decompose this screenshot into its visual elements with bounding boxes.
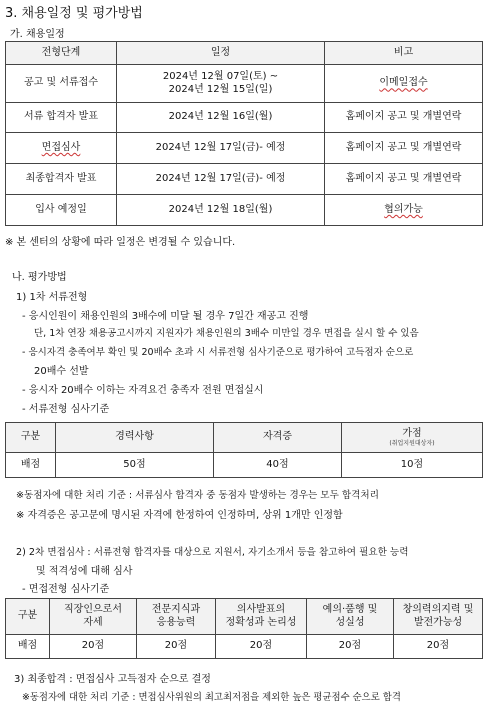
- step1-line: - 응시자격 충족여부 확인 및 20배수 초과 시 서류전형 심사기준으로 평가하여 고득점자 순으로: [22, 347, 414, 358]
- interview-header-attitude: [50, 599, 137, 635]
- table-row: [6, 65, 483, 103]
- step2-line: 및 적격성에 대해 심사: [36, 566, 133, 577]
- doc-header-bonus: [342, 423, 483, 453]
- doc-header-bonus-sub: (취업지원대상자): [389, 440, 435, 447]
- doc-value-bonus: 10점: [342, 453, 483, 478]
- schedule-stage: [6, 133, 117, 164]
- doc-value-career: 50점: [56, 453, 214, 478]
- schedule-note-text: 협의가능: [384, 203, 423, 215]
- step2-line: 2) 2차 면접심사 : 서류전형 합격자를 대상으로 지원서, 자기소개서 등을 참고하여 필요한 능력: [16, 547, 409, 558]
- table-row: [6, 453, 483, 478]
- interview-header-line: 의사발표의: [236, 604, 286, 615]
- schedule-date: 2024년 12월 16일(월): [117, 103, 325, 133]
- table-row: [6, 133, 483, 164]
- step3-title: 3) 최종합격 : 면접심사 고득점자 순으로 결정: [14, 674, 211, 685]
- step1-line: 단, 1차 연장 채용공고시까지 지원자가 채용인원의 3배수 미만일 경우 면접을 실시 할 수 있음: [34, 328, 419, 339]
- step2-sub: - 면접전형 심사기준: [22, 584, 110, 595]
- schedule-date-line: 2024년 12월 15일(일): [168, 83, 273, 95]
- interview-row-label: 배점: [6, 635, 50, 659]
- interview-value: 20점: [216, 635, 307, 659]
- doc-header-bonus-label: 가점: [402, 427, 422, 439]
- step1-line: - 응시자 20배수 이하는 자격요건 충족자 전원 면접실시: [22, 385, 264, 396]
- doc-header-career: 경력사항: [56, 423, 214, 453]
- schedule-stage: 입사 예정일: [6, 195, 117, 226]
- schedule-note: [325, 195, 483, 226]
- interview-header-creativity: [394, 599, 483, 635]
- schedule-header-date: 일정: [117, 42, 325, 65]
- schedule-date: [117, 65, 325, 103]
- schedule-stage: 최종합격자 발표: [6, 164, 117, 195]
- schedule-stage-text: 면접심사: [41, 141, 81, 153]
- sub-heading-evaluation: 나. 평가방법: [12, 272, 67, 283]
- interview-header-category: 구분: [6, 599, 50, 635]
- schedule-date: 2024년 12월 17일(금)- 예정: [117, 164, 325, 195]
- schedule-note: 홈페이지 공고 및 개별연락: [325, 133, 483, 164]
- schedule-note: 홈페이지 공고 및 개별연락: [325, 103, 483, 133]
- doc-note: ※ 자격증은 공고문에 명시된 자격에 한정하여 인정하며, 상위 1개만 인정함: [16, 510, 343, 521]
- schedule-date-line: 2024년 12월 07일(토) ~: [162, 71, 279, 82]
- interview-header-line: 성실성: [335, 616, 365, 628]
- interview-header-line: 자세: [83, 616, 103, 628]
- doc-header-category: 구분: [6, 423, 56, 453]
- interview-header-manners: [307, 599, 394, 635]
- step1-line: - 서류전형 심사기준: [22, 404, 110, 415]
- table-row: [6, 103, 483, 133]
- interview-header-line: 응용능력: [156, 616, 196, 628]
- schedule-stage: 서류 합격자 발표: [6, 103, 117, 133]
- schedule-note: 홈페이지 공고 및 개별연락: [325, 164, 483, 195]
- interview-header-line: 직장인으로서: [64, 604, 122, 615]
- table-row: [6, 635, 483, 659]
- interview-value: 20점: [50, 635, 137, 659]
- interview-header-line: 전문지식과: [151, 604, 201, 615]
- schedule-note: [325, 65, 483, 103]
- schedule-note-text: ※ 본 센터의 상황에 따라 일정은 변경될 수 있습니다.: [5, 237, 236, 248]
- interview-value: 20점: [394, 635, 483, 659]
- interview-value: 20점: [137, 635, 216, 659]
- interview-value: 20점: [307, 635, 394, 659]
- doc-value-license: 40점: [214, 453, 342, 478]
- interview-criteria-table: [5, 598, 483, 659]
- table-row: [6, 164, 483, 195]
- sub-heading-schedule: 가. 채용일정: [10, 29, 65, 40]
- schedule-note-text: 이메일접수: [379, 77, 428, 89]
- schedule-header-note: 비고: [325, 42, 483, 65]
- doc-note: ※동점자에 대한 처리 기준 : 서류심사 합격자 중 동점자 발생하는 경우는 모두 합격처리: [16, 490, 379, 501]
- step1-line: - 응시인원이 채용인원의 3배수에 미달 될 경우 7일간 재공고 진행: [22, 311, 309, 322]
- schedule-date: 2024년 12월 18일(월): [117, 195, 325, 226]
- step1-line: 20배수 선발: [34, 366, 89, 377]
- step3-note: ※동점자에 대한 처리 기준 : 면접심사위원의 최고최저점을 제외한 높은 평균점수 순으로 합격: [22, 692, 401, 703]
- table-row: [6, 195, 483, 226]
- interview-header-line: 정확성과 논리성: [225, 616, 297, 628]
- interview-header-expertise: [137, 599, 216, 635]
- interview-header-expression: [216, 599, 307, 635]
- section-title: 3. 채용일정 및 평가방법: [5, 6, 143, 21]
- interview-header-line: 예의·품행 및: [322, 604, 378, 615]
- schedule-table: [5, 41, 483, 226]
- schedule-stage: 공고 및 서류접수: [6, 65, 117, 103]
- schedule-date: 2024년 12월 17일(금)- 예정: [117, 133, 325, 164]
- step1-title: 1) 1차 서류전형: [16, 292, 88, 303]
- interview-header-line: 발전가능성: [413, 616, 463, 628]
- doc-row-label: 배점: [6, 453, 56, 478]
- doc-header-license: 자격증: [214, 423, 342, 453]
- schedule-header-stage: 전형단계: [6, 42, 117, 65]
- interview-header-line: 창의력의지력 및: [402, 604, 474, 615]
- document-criteria-table: [5, 422, 483, 478]
